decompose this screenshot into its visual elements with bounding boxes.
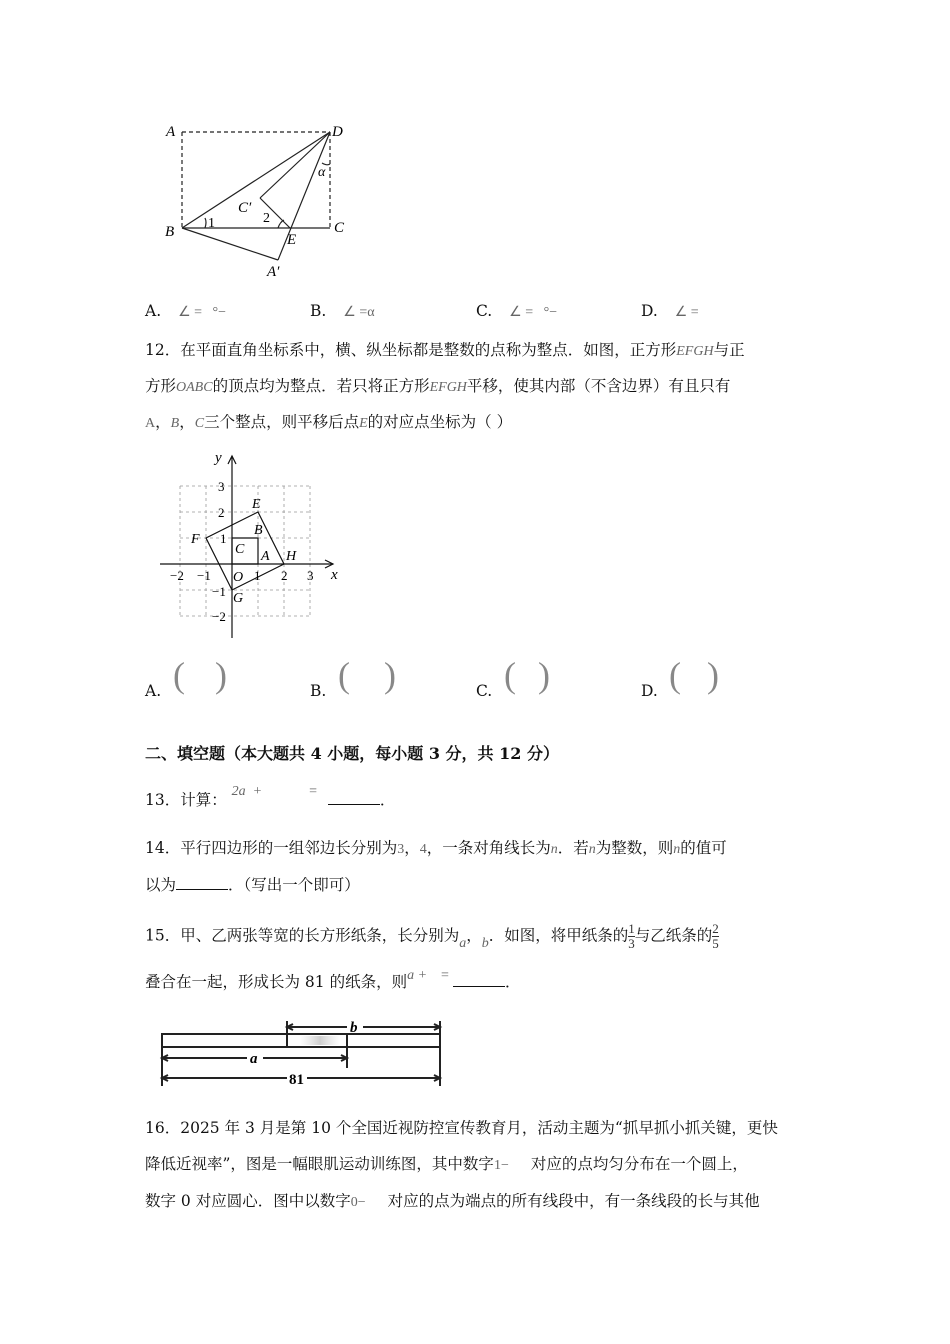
answer-blank[interactable] — [328, 790, 380, 805]
label-A-prime: A′ — [267, 264, 280, 280]
y-tick: −2 — [212, 609, 226, 624]
paren-right: ) — [215, 655, 227, 695]
paren-right: ) — [538, 655, 550, 695]
point-C: C — [235, 542, 245, 557]
text: 的对应点坐标为（ ） — [367, 413, 513, 431]
text: 与乙纸条的 — [634, 926, 713, 945]
math: C — [194, 416, 205, 431]
figure-q15-paper-strips — [155, 1016, 455, 1096]
x-tick: 1 — [254, 568, 261, 583]
text: 为整数，则 — [595, 839, 674, 857]
q11-option-b[interactable] — [310, 302, 375, 321]
paren-left: ( — [173, 655, 185, 695]
text: 12．在平面直角坐标系中，横、纵坐标都是整数的点称为整点．如图，正方形 — [145, 341, 677, 359]
math: n — [588, 842, 596, 857]
x-tick: 3 — [307, 568, 314, 583]
text: 平移，使其内部（不含边界）有且只有 — [466, 377, 731, 395]
option-content: ∠ =α — [343, 305, 375, 320]
text: ， — [155, 413, 171, 431]
y-tick: −1 — [212, 584, 226, 599]
label-alpha: α — [318, 165, 326, 180]
paren-right: ) — [384, 655, 396, 695]
text: 与正 — [713, 341, 745, 359]
denominator: 3 — [628, 936, 635, 951]
q14-line-1 — [145, 838, 727, 860]
text: ， — [179, 413, 195, 431]
text: 数字 0 对应圆心．图中以数字 — [145, 1192, 351, 1210]
label-B: B — [165, 224, 175, 240]
text: ， — [466, 926, 482, 945]
label-D: D — [332, 124, 343, 140]
y-tick: 2 — [218, 505, 225, 520]
text: ． — [504, 973, 521, 991]
point-G: G — [233, 591, 244, 606]
math: = — [309, 784, 317, 799]
q12-line-3 — [145, 412, 512, 434]
text: ．如图，将甲纸条的 — [488, 926, 629, 945]
option-letter: C. — [476, 682, 493, 700]
label-angle-1: 1 — [208, 216, 215, 231]
paren-right: ) — [707, 655, 719, 695]
option-letter: D. — [641, 302, 658, 320]
math: n — [550, 842, 558, 857]
math: E — [359, 416, 368, 431]
y-tick: 1 — [220, 531, 227, 546]
math: 2a + — [231, 784, 263, 799]
option-letter: C. — [476, 302, 493, 320]
math: B — [170, 416, 180, 431]
paren-left: ( — [338, 655, 350, 695]
text: 对应的点为端点的所有线段中，有一条线段的长与其他 — [387, 1192, 760, 1210]
numerator: 2 — [712, 921, 719, 936]
q15-line-2 — [145, 968, 521, 994]
axis-y-label: y — [215, 450, 222, 466]
q12-line-2 — [145, 376, 730, 398]
denominator: 5 — [712, 936, 719, 951]
numerator: 1 — [628, 921, 635, 936]
text: ．若 — [557, 839, 589, 857]
text: ，一条对角线长为 — [426, 839, 551, 857]
math: A — [145, 416, 156, 431]
math: b — [481, 935, 489, 951]
math: 4 — [419, 842, 427, 857]
math: 1− — [493, 1158, 509, 1173]
text: 叠合在一起，形成长为 81 的纸条，则 — [145, 973, 408, 991]
paren-left: ( — [504, 655, 516, 695]
point-B: B — [254, 523, 263, 538]
label-A: A — [166, 124, 176, 140]
option-content: ∠ = — [674, 305, 699, 320]
math: 3 — [397, 842, 405, 857]
y-tick: 3 — [218, 479, 225, 494]
section-heading: 二、填空题（本大题共 4 小题，每小题 3 分，共 12 分） — [145, 744, 559, 763]
math: = — [441, 968, 449, 983]
figure-q11-geometry — [160, 118, 360, 288]
q11-option-d[interactable] — [641, 302, 699, 321]
option-letter: D. — [641, 682, 658, 700]
text: 方形 — [145, 377, 177, 395]
text: ． — [379, 791, 396, 809]
q11-option-a[interactable] — [145, 302, 226, 321]
q16-line-3 — [145, 1191, 760, 1213]
text: 15．甲、乙两张等宽的长方形纸条，长分别为 — [145, 926, 460, 945]
point-H: H — [286, 549, 297, 564]
label-C-prime: C′ — [238, 200, 252, 216]
text: 14．平行四边形的一组邻边长分别为 — [145, 839, 398, 857]
math: n — [673, 842, 681, 857]
x-tick: −1 — [197, 568, 211, 583]
option-letter: B. — [310, 302, 327, 320]
axis-x-label: x — [331, 567, 338, 583]
q15-line-1 — [145, 922, 719, 951]
option-content: ∠ = °− — [178, 305, 227, 320]
option-letter: A. — [145, 302, 162, 320]
text: 以为 — [145, 876, 177, 894]
math: EFGH — [429, 380, 467, 395]
math: 0− — [350, 1195, 366, 1210]
q13-line — [145, 784, 396, 812]
option-letter: B. — [310, 682, 327, 700]
label-angle-2: 2 — [263, 211, 270, 226]
option-content: ∠ = °− — [509, 305, 558, 320]
option-letter: A. — [145, 682, 162, 700]
math: a + — [407, 968, 428, 983]
label-E: E — [287, 232, 297, 248]
label-b: b — [350, 1020, 358, 1036]
q14-line-2 — [145, 875, 360, 895]
origin-label: O — [233, 570, 244, 585]
answer-blank[interactable] — [176, 875, 228, 890]
text: 13．计算： — [145, 791, 227, 809]
x-tick: −2 — [170, 568, 184, 583]
math: a — [459, 935, 467, 951]
point-F: F — [191, 532, 200, 547]
text: ， — [404, 839, 420, 857]
label-C: C — [334, 220, 345, 236]
text: 的值可 — [680, 839, 727, 857]
figure-q12-coordinate-grid — [155, 446, 350, 646]
q11-option-c[interactable] — [476, 302, 557, 321]
text: ．（写出一个即可） — [228, 876, 360, 894]
text: 降低近视率”，图是一幅眼肌运动训练图，其中数字 — [145, 1155, 494, 1173]
text: 三个整点，则平移后点 — [204, 413, 360, 431]
text: 的顶点均为整点．若只将正方形 — [212, 377, 430, 395]
label-81: 81 — [289, 1072, 304, 1088]
text: 对应的点均匀分布在一个圆上， — [530, 1155, 748, 1173]
point-E: E — [252, 497, 261, 512]
point-A: A — [261, 549, 270, 564]
math: OABC — [176, 380, 213, 395]
q16-line-2 — [145, 1154, 748, 1176]
q16-line-1: 16．2025 年 3 月是第 10 个全国近视防控宣传教育月，活动主题为“抓早抓小抓关键，更快 — [145, 1119, 778, 1137]
paren-left: ( — [669, 655, 681, 695]
label-a: a — [250, 1051, 258, 1067]
math: EFGH — [676, 344, 714, 359]
x-tick: 2 — [281, 568, 288, 583]
q12-line-1 — [145, 340, 745, 362]
fraction-two-fifths — [712, 922, 719, 951]
answer-blank[interactable] — [453, 972, 505, 987]
